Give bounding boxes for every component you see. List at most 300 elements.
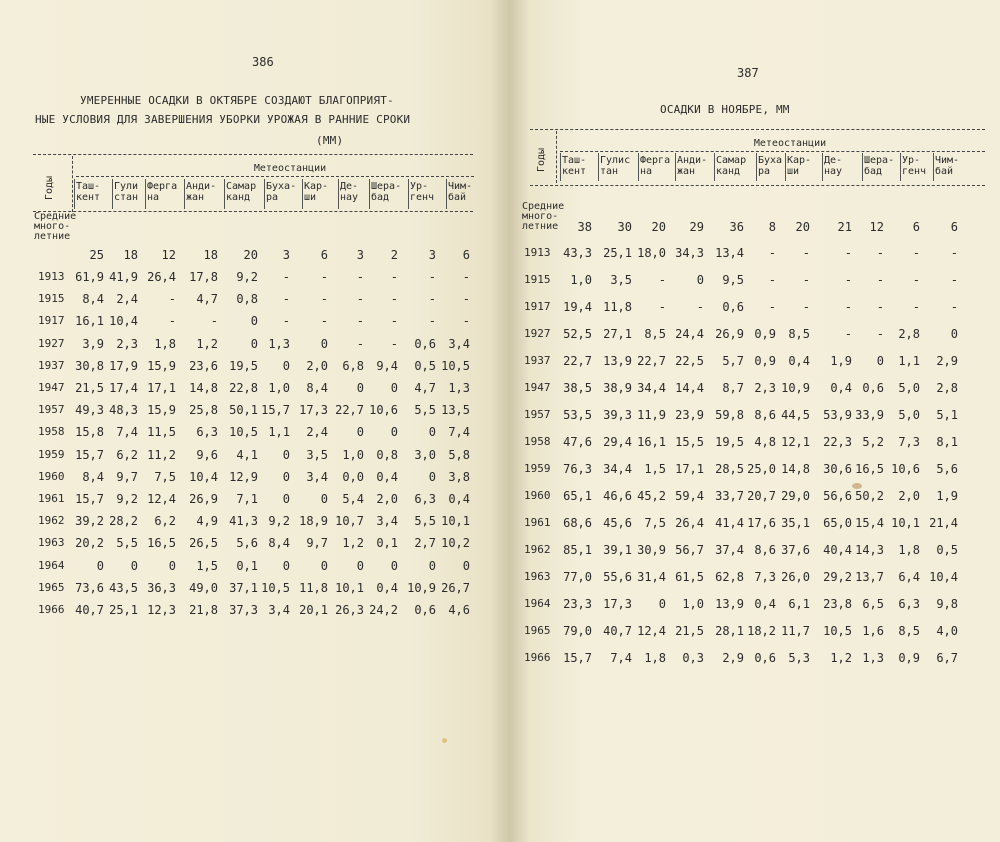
average-value: 20 xyxy=(243,248,258,262)
table-cell: - xyxy=(950,246,958,260)
table-cell: 0 xyxy=(356,558,364,573)
table-cell: 16,1 xyxy=(75,314,104,329)
table-cell: - xyxy=(876,246,884,260)
table-cell: 8,4 xyxy=(268,536,290,551)
table-cell: 17,9 xyxy=(109,358,138,373)
table-cell: 0 xyxy=(250,314,258,329)
table-cell: 0 xyxy=(950,327,958,341)
table-cell: 76,3 xyxy=(563,462,592,476)
column-header: Гулис тан xyxy=(600,155,631,177)
column-separator xyxy=(224,179,225,209)
table-cell: 11,2 xyxy=(147,447,176,462)
table-cell: 0 xyxy=(428,469,436,484)
table-cell: 73,6 xyxy=(75,580,104,595)
table-cell: 28,1 xyxy=(715,624,744,638)
table-cell: 0 xyxy=(250,336,258,351)
table-cell: - xyxy=(802,300,810,314)
table-cell: - xyxy=(950,273,958,287)
table-cell: - xyxy=(320,314,328,329)
table-cell: 2,8 xyxy=(898,327,920,341)
table-cell: 0,5 xyxy=(936,543,958,557)
table-cell: 31,4 xyxy=(637,570,666,584)
table-cell: - xyxy=(696,300,704,314)
year-label: 1961 xyxy=(524,516,551,529)
table-cell: 13,7 xyxy=(855,570,884,584)
year-label: 1927 xyxy=(524,327,551,340)
table-cell: 48,3 xyxy=(109,403,138,418)
average-value: 3 xyxy=(282,248,290,262)
table-cell: 0 xyxy=(130,558,138,573)
table-cell: 2,0 xyxy=(898,489,920,503)
table-cell: 29,2 xyxy=(823,570,852,584)
column-separator xyxy=(369,179,370,209)
average-value: 18 xyxy=(203,248,218,262)
column-separator xyxy=(112,179,113,209)
table-cell: 26,0 xyxy=(781,570,810,584)
table-cell: 8,5 xyxy=(898,624,920,638)
table-cell: - xyxy=(768,273,776,287)
year-label: 1964 xyxy=(38,558,65,572)
average-value: 36 xyxy=(729,220,744,234)
table-cell: - xyxy=(428,314,436,329)
table-cell: 12,4 xyxy=(637,624,666,638)
year-label: 1966 xyxy=(524,651,551,664)
column-separator xyxy=(184,179,185,209)
year-label: 1947 xyxy=(38,381,65,394)
stations-underline xyxy=(76,176,474,177)
table-cell: 0,9 xyxy=(754,327,776,341)
table-cell: 2,4 xyxy=(116,292,138,307)
table-cell: 5,3 xyxy=(788,651,810,665)
table-cell: - xyxy=(282,314,290,329)
table-cell: 26,4 xyxy=(147,270,176,284)
table-cell: 39,1 xyxy=(603,543,632,557)
table-cell: 22,3 xyxy=(823,435,852,449)
column-header: Чим- бай xyxy=(448,181,473,203)
table-cell: 7,5 xyxy=(644,516,666,530)
table-cell: 0,8 xyxy=(376,447,398,462)
column-separator xyxy=(933,153,934,181)
table-cell: 41,4 xyxy=(715,516,744,530)
table-cell: 39,2 xyxy=(75,514,104,529)
table-cell: 2,4 xyxy=(306,425,328,440)
average-value: 30 xyxy=(617,220,632,234)
table-cell: 26,9 xyxy=(189,492,218,506)
table-cell: 10,4 xyxy=(929,570,958,584)
table-cell: 5,0 xyxy=(898,408,920,422)
column-separator xyxy=(302,179,303,209)
table-cell: 26,4 xyxy=(675,516,704,530)
table-cell: - xyxy=(320,270,328,284)
table-cell: - xyxy=(844,327,852,341)
average-value: 2 xyxy=(390,248,398,262)
table-cell: 1,0 xyxy=(682,597,704,611)
column-separator xyxy=(145,179,146,209)
table-cell: 6,8 xyxy=(342,358,364,373)
table-cell: 4,7 xyxy=(196,292,218,307)
table-cell: 0,6 xyxy=(414,603,436,617)
table-cell: 20,1 xyxy=(299,603,328,617)
table-cell: 0,4 xyxy=(376,469,398,484)
table-cell: 37,3 xyxy=(229,603,258,617)
table-cell: - xyxy=(462,292,470,307)
table-cell: 18,9 xyxy=(299,514,328,529)
column-separator xyxy=(598,153,599,181)
table-cell: - xyxy=(844,300,852,314)
table-cell: 34,3 xyxy=(675,246,704,260)
table-cell: 0,4 xyxy=(754,597,776,611)
table-cell: - xyxy=(802,246,810,260)
table-cell: 12,4 xyxy=(147,492,176,506)
table-cell: 38,9 xyxy=(603,381,632,395)
table-cell: 9,5 xyxy=(722,273,744,287)
column-separator xyxy=(264,179,265,209)
column-separator xyxy=(446,179,447,209)
table-cell: 0 xyxy=(320,558,328,573)
table-cell: 22,8 xyxy=(229,381,258,395)
table-cell: 4,0 xyxy=(936,624,958,638)
table-cell: 7,4 xyxy=(116,425,138,440)
table-cell: - xyxy=(912,300,920,314)
year-label: 1959 xyxy=(38,447,65,461)
table-cell: 17,6 xyxy=(747,516,776,530)
paper-stain xyxy=(442,738,447,743)
table-cell: 43,5 xyxy=(109,580,138,595)
table-cell: 3,5 xyxy=(610,273,632,287)
table-cell: 18,0 xyxy=(637,246,666,260)
table-cell: 53,9 xyxy=(823,408,852,422)
column-header: Чим- бай xyxy=(935,155,960,177)
table-cell: 8,7 xyxy=(722,381,744,395)
table-cell: - xyxy=(356,336,364,351)
table-cell: 8,6 xyxy=(754,543,776,557)
table-cell: 8,4 xyxy=(82,292,104,307)
table-cell: 45,2 xyxy=(637,489,666,503)
table-cell: 3,4 xyxy=(376,514,398,529)
stations-underline xyxy=(560,151,985,152)
table-cell: 36,3 xyxy=(147,580,176,595)
year-label: 1965 xyxy=(524,624,551,637)
table-cell: 13,9 xyxy=(603,354,632,368)
table-cell: 9,4 xyxy=(376,358,398,373)
table-cell: 3,4 xyxy=(268,603,290,617)
table-cell: 26,9 xyxy=(715,327,744,341)
table-cell: - xyxy=(802,273,810,287)
average-value: 29 xyxy=(689,220,704,234)
table-cell: 11,8 xyxy=(299,580,328,595)
table-cell: 6,3 xyxy=(898,597,920,611)
table-cell: 17,3 xyxy=(299,403,328,418)
table-cell: 40,7 xyxy=(603,624,632,638)
table-cell: 0,8 xyxy=(236,292,258,307)
table-cell: 7,1 xyxy=(236,492,258,506)
table-cell: 22,5 xyxy=(675,354,704,368)
table-cell: - xyxy=(320,292,328,307)
year-label: 1963 xyxy=(38,536,65,550)
table-cell: - xyxy=(876,327,884,341)
table-cell: - xyxy=(356,270,364,284)
table-cell: - xyxy=(428,270,436,284)
table-cell: 0 xyxy=(282,492,290,506)
table-cell: 1,8 xyxy=(898,543,920,557)
table-cell: 9,7 xyxy=(306,536,328,551)
table-cell: 14,8 xyxy=(781,462,810,476)
table-cell: 0 xyxy=(390,425,398,440)
table-cell: 9,2 xyxy=(116,492,138,506)
average-value: 3 xyxy=(428,248,436,262)
table-cell: 9,8 xyxy=(936,597,958,611)
table-cell: 8,4 xyxy=(306,381,328,395)
header-bottom-border xyxy=(530,185,985,186)
table-left-divider xyxy=(72,156,73,212)
table-cell: 7,4 xyxy=(448,425,470,440)
table-cell: 11,7 xyxy=(781,624,810,638)
table-cell: 5,6 xyxy=(936,462,958,476)
table-cell: 26,7 xyxy=(441,580,470,595)
table-title-line-2: НЫЕ УСЛОВИЯ ДЛЯ ЗАВЕРШЕНИЯ УБОРКИ УРОЖАЯ В РАННИЕ СРОКИ xyxy=(35,113,411,126)
table-cell: 17,1 xyxy=(675,462,704,476)
table-cell: 4,8 xyxy=(754,435,776,449)
table-cell: 5,8 xyxy=(448,447,470,462)
table-cell: 39,3 xyxy=(603,408,632,422)
table-cell: 10,6 xyxy=(891,462,920,476)
table-cell: 10,2 xyxy=(441,536,470,551)
table-cell: 15,8 xyxy=(75,425,104,440)
table-cell: 46,6 xyxy=(603,489,632,503)
year-label: 1963 xyxy=(524,570,551,583)
table-cell: 23,8 xyxy=(823,597,852,611)
table-cell: 0,9 xyxy=(754,354,776,368)
table-cell: 6,7 xyxy=(936,651,958,665)
table-cell: - xyxy=(356,292,364,307)
average-value: 20 xyxy=(795,220,810,234)
column-separator xyxy=(862,153,863,181)
average-value: 6 xyxy=(462,248,470,262)
year-label: 1917 xyxy=(524,300,551,313)
table-cell: 5,5 xyxy=(414,514,436,529)
column-separator xyxy=(675,153,676,181)
table-cell: 49,3 xyxy=(75,403,104,418)
year-label: 1957 xyxy=(38,403,65,417)
table-cell: 14,8 xyxy=(189,381,218,395)
year-label: 1959 xyxy=(524,462,551,475)
table-cell: 56,6 xyxy=(823,489,852,503)
column-separator xyxy=(714,153,715,181)
table-cell: 0,0 xyxy=(342,469,364,484)
table-cell: 20,2 xyxy=(75,536,104,551)
table-cell: 1,0 xyxy=(570,273,592,287)
year-label: 1947 xyxy=(524,381,551,394)
table-cell: 2,0 xyxy=(306,358,328,373)
average-value: 25 xyxy=(89,248,104,262)
table-cell: - xyxy=(462,270,470,284)
stations-header: Метеостанции xyxy=(753,138,827,149)
table-cell: 10,9 xyxy=(781,381,810,395)
table-cell: 25,1 xyxy=(603,246,632,260)
column-separator xyxy=(408,179,409,209)
table-cell: 0,1 xyxy=(236,558,258,573)
column-header: Буха ра xyxy=(758,155,783,177)
table-cell: 8,4 xyxy=(82,469,104,484)
stations-header: Метеостанции xyxy=(253,163,327,174)
column-header: Ур- генч xyxy=(902,155,927,177)
table-cell: 0,1 xyxy=(376,536,398,551)
table-cell: 34,4 xyxy=(603,462,632,476)
table-cell: 4,7 xyxy=(414,381,436,395)
table-cell: 6,2 xyxy=(116,447,138,462)
column-header: Ур- генч xyxy=(410,181,435,203)
table-cell: 4,1 xyxy=(236,447,258,462)
column-separator xyxy=(756,153,757,181)
table-cell: 30,9 xyxy=(637,543,666,557)
table-cell: 8,6 xyxy=(754,408,776,422)
table-cell: 8,5 xyxy=(644,327,666,341)
table-cell: 0 xyxy=(428,558,436,573)
table-cell: 21,5 xyxy=(675,624,704,638)
table-cell: - xyxy=(912,246,920,260)
table-cell: - xyxy=(844,246,852,260)
table-cell: 1,9 xyxy=(936,489,958,503)
table-cell: 0,4 xyxy=(788,354,810,368)
table-cell: 17,1 xyxy=(147,381,176,395)
table-cell: 41,9 xyxy=(109,270,138,284)
table-cell: 61,5 xyxy=(675,570,704,584)
table-cell: 14,3 xyxy=(855,543,884,557)
table-cell: 65,0 xyxy=(823,516,852,530)
table-cell: 5,5 xyxy=(116,536,138,551)
table-cell: 33,7 xyxy=(715,489,744,503)
table-top-border xyxy=(530,129,985,130)
table-cell: 0,6 xyxy=(722,300,744,314)
column-header: Анди- жан xyxy=(677,155,708,177)
table-cell: 0 xyxy=(390,381,398,395)
table-cell: 0 xyxy=(282,469,290,484)
table-cell: 37,4 xyxy=(715,543,744,557)
column-header: Де- нау xyxy=(340,181,359,203)
table-cell: 47,6 xyxy=(563,435,592,449)
table-cell: 15,5 xyxy=(675,435,704,449)
table-cell: 13,5 xyxy=(441,403,470,418)
table-cell: 0 xyxy=(390,558,398,573)
column-separator xyxy=(638,153,639,181)
table-cell: 21,8 xyxy=(189,603,218,617)
table-cell: 22,7 xyxy=(563,354,592,368)
table-cell: 5,0 xyxy=(898,381,920,395)
table-cell: 2,9 xyxy=(936,354,958,368)
table-cell: 15,7 xyxy=(563,651,592,665)
table-cell: 29,0 xyxy=(781,489,810,503)
right-page xyxy=(510,0,1000,842)
table-cell: 0 xyxy=(658,597,666,611)
table-cell: 6,1 xyxy=(788,597,810,611)
year-label: 1913 xyxy=(524,246,551,259)
table-cell: 0,4 xyxy=(830,381,852,395)
table-cell: 3,4 xyxy=(448,336,470,351)
table-cell: 10,1 xyxy=(441,514,470,529)
year-label: 1915 xyxy=(524,273,551,286)
table-cell: 1,2 xyxy=(342,536,364,551)
average-value: 18 xyxy=(123,248,138,262)
column-separator xyxy=(338,179,339,209)
table-cell: 16,5 xyxy=(147,536,176,551)
column-separator xyxy=(900,153,901,181)
table-cell: 38,5 xyxy=(563,381,592,395)
table-cell: 5,7 xyxy=(722,354,744,368)
table-cell: 68,6 xyxy=(563,516,592,530)
table-cell: 1,2 xyxy=(830,651,852,665)
table-cell: 13,9 xyxy=(715,597,744,611)
table-cell: - xyxy=(282,292,290,307)
column-header: Таш- кент xyxy=(76,181,101,203)
table-cell: 22,7 xyxy=(637,354,666,368)
table-cell: 25,1 xyxy=(109,603,138,617)
table-cell: 0,3 xyxy=(682,651,704,665)
column-header: Таш- кент xyxy=(562,155,587,177)
table-cell: 1,8 xyxy=(154,336,176,351)
table-cell: 14,4 xyxy=(675,381,704,395)
table-cell: 41,3 xyxy=(229,514,258,529)
table-cell: 9,2 xyxy=(268,514,290,529)
table-cell: 40,4 xyxy=(823,543,852,557)
table-cell: 0 xyxy=(320,336,328,351)
table-cell: 26,5 xyxy=(189,536,218,551)
table-cell: 35,1 xyxy=(781,516,810,530)
table-cell: 0 xyxy=(462,558,470,573)
year-label: 1958 xyxy=(524,435,551,448)
table-cell: 17,8 xyxy=(189,270,218,284)
table-cell: 1,6 xyxy=(862,624,884,638)
table-cell: - xyxy=(168,314,176,329)
table-cell: 8,5 xyxy=(788,327,810,341)
table-cell: 10,5 xyxy=(261,580,290,595)
table-cell: 21,4 xyxy=(929,516,958,530)
table-cell: 7,3 xyxy=(754,570,776,584)
table-cell: 1,3 xyxy=(448,381,470,395)
year-label: 1962 xyxy=(524,543,551,556)
table-cell: - xyxy=(210,314,218,329)
table-cell: 15,7 xyxy=(75,492,104,506)
table-cell: 1,0 xyxy=(342,447,364,462)
header-bottom-border xyxy=(33,211,473,212)
table-cell: 6,4 xyxy=(898,570,920,584)
average-label: Средние много- летние xyxy=(522,201,565,232)
table-cell: 6,5 xyxy=(862,597,884,611)
table-cell: 10,7 xyxy=(335,514,364,529)
table-cell: 19,5 xyxy=(229,358,258,373)
year-label: 1915 xyxy=(38,292,65,306)
column-header: Кар- ши xyxy=(304,181,329,203)
table-cell: 22,7 xyxy=(335,403,364,418)
table-cell: - xyxy=(168,292,176,307)
table-cell: 24,4 xyxy=(675,327,704,341)
year-label: 1913 xyxy=(38,270,65,283)
table-cell: 40,7 xyxy=(75,603,104,617)
table-cell: 2,9 xyxy=(722,651,744,665)
table-cell: 7,5 xyxy=(154,469,176,484)
average-value: 6 xyxy=(950,220,958,234)
table-cell: 37,6 xyxy=(781,543,810,557)
table-cell: 8,1 xyxy=(936,435,958,449)
table-cell: 0 xyxy=(282,558,290,573)
table-top-border xyxy=(33,154,473,155)
table-cell: 10,5 xyxy=(229,425,258,440)
table-cell: 17,3 xyxy=(603,597,632,611)
table-cell: 15,7 xyxy=(75,447,104,462)
table-cell: 12,1 xyxy=(781,435,810,449)
year-label: 1965 xyxy=(38,580,65,594)
table-cell: 44,5 xyxy=(781,408,810,422)
year-label: 1966 xyxy=(38,603,65,616)
